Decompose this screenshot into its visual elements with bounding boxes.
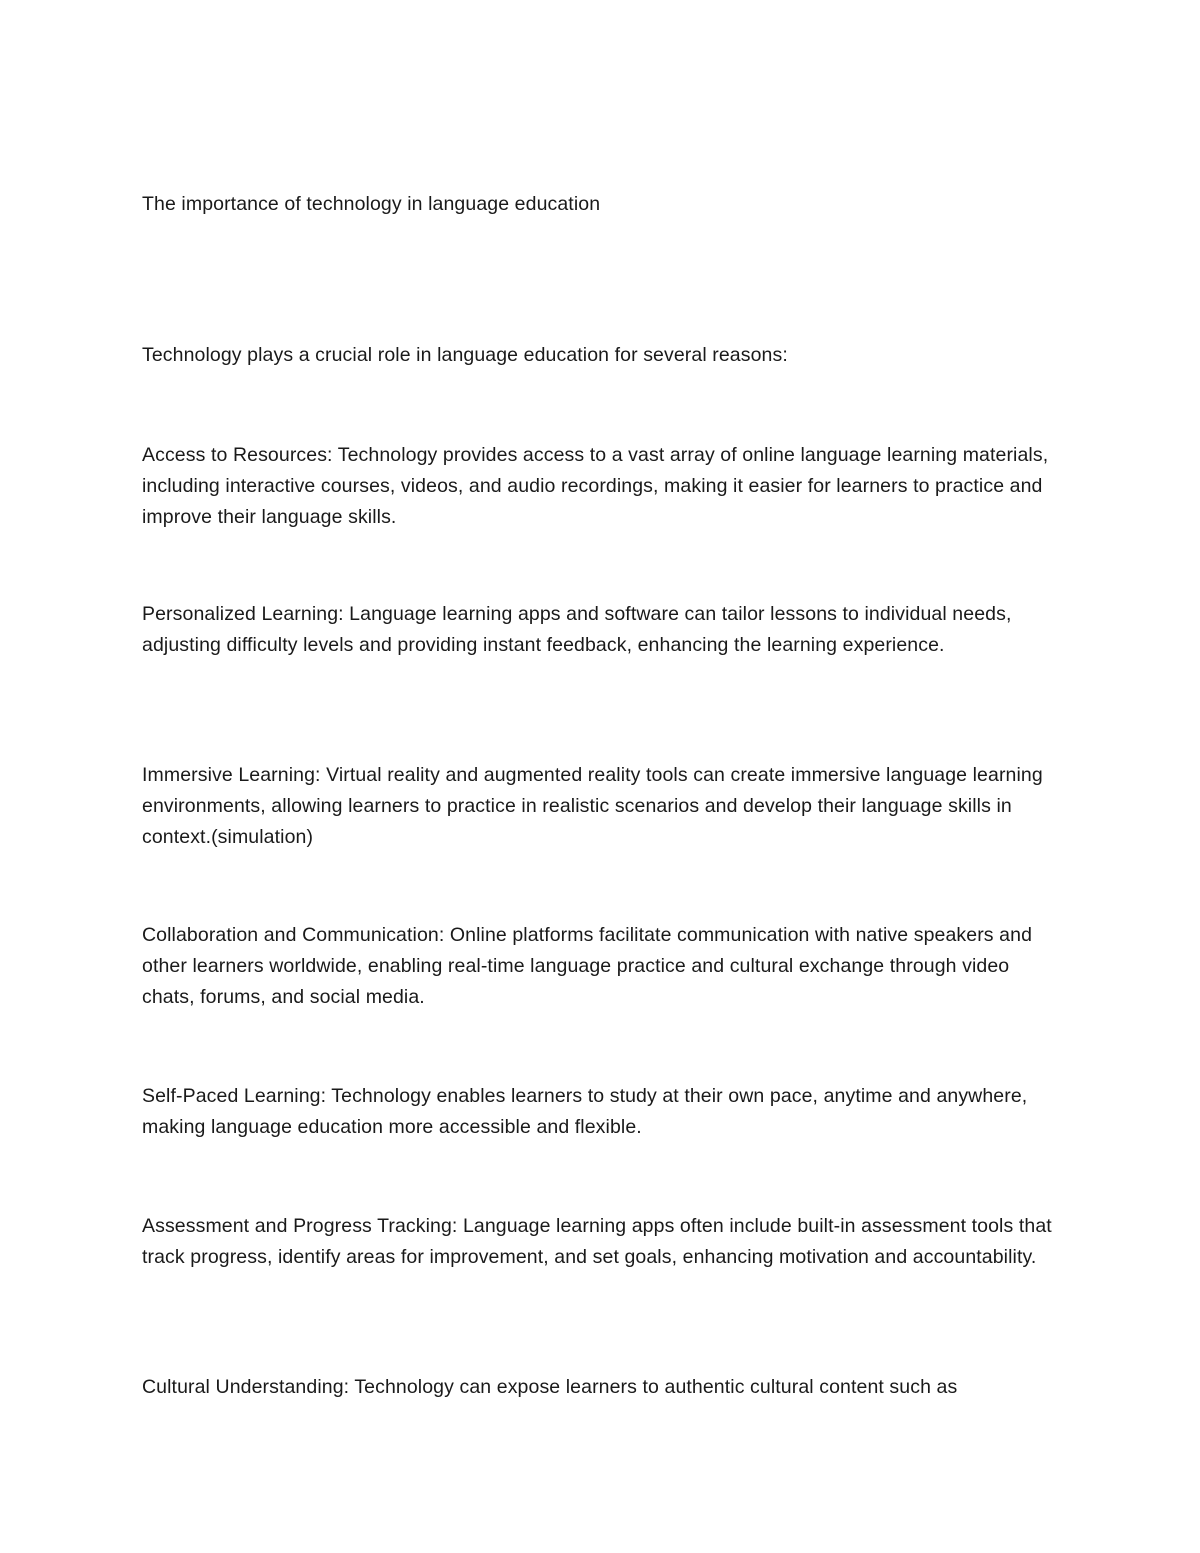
- intro-paragraph: Technology plays a crucial role in language education for several reasons:: [142, 344, 788, 366]
- paragraph-assessment-progress: Assessment and Progress Tracking: Language learning apps often include built-in assessment tools that track progress, identify areas for improvement, and set goals, enhancing motivation and accountability.: [142, 1215, 1052, 1268]
- paragraph-cultural-understanding: Cultural Understanding: Technology can expose learners to authentic cultural content such as: [142, 1376, 958, 1398]
- paragraph-self-paced-learning: Self-Paced Learning: Technology enables learners to study at their own pace, anytime and anywhere, making language education more accessible and flexible.: [142, 1085, 1028, 1138]
- paragraph-personalized-learning: Personalized Learning: Language learning apps and software can tailor lessons to individual needs, adjusting difficulty levels and providing instant feedback, enhancing the learning experience.: [142, 603, 1012, 656]
- paragraph-immersive-learning: Immersive Learning: Virtual reality and augmented reality tools can create immersive language learning environments, allowing learners to practice in realistic scenarios and develop their language skills in context.(simulation): [142, 764, 1043, 848]
- paragraph-collaboration-communication: Collaboration and Communication: Online platforms facilitate communication with native speakers and other learners worldwide, enabling real-time language practice and cultural exchange through video chats, forums, and social media.: [142, 924, 1033, 1008]
- document-title: The importance of technology in language education: [142, 193, 601, 215]
- paragraph-access-to-resources: Access to Resources: Technology provides access to a vast array of online language learning materials, including interactive courses, videos, and audio recordings, making it easier for learners to practice and improve their language skills.: [142, 444, 1049, 528]
